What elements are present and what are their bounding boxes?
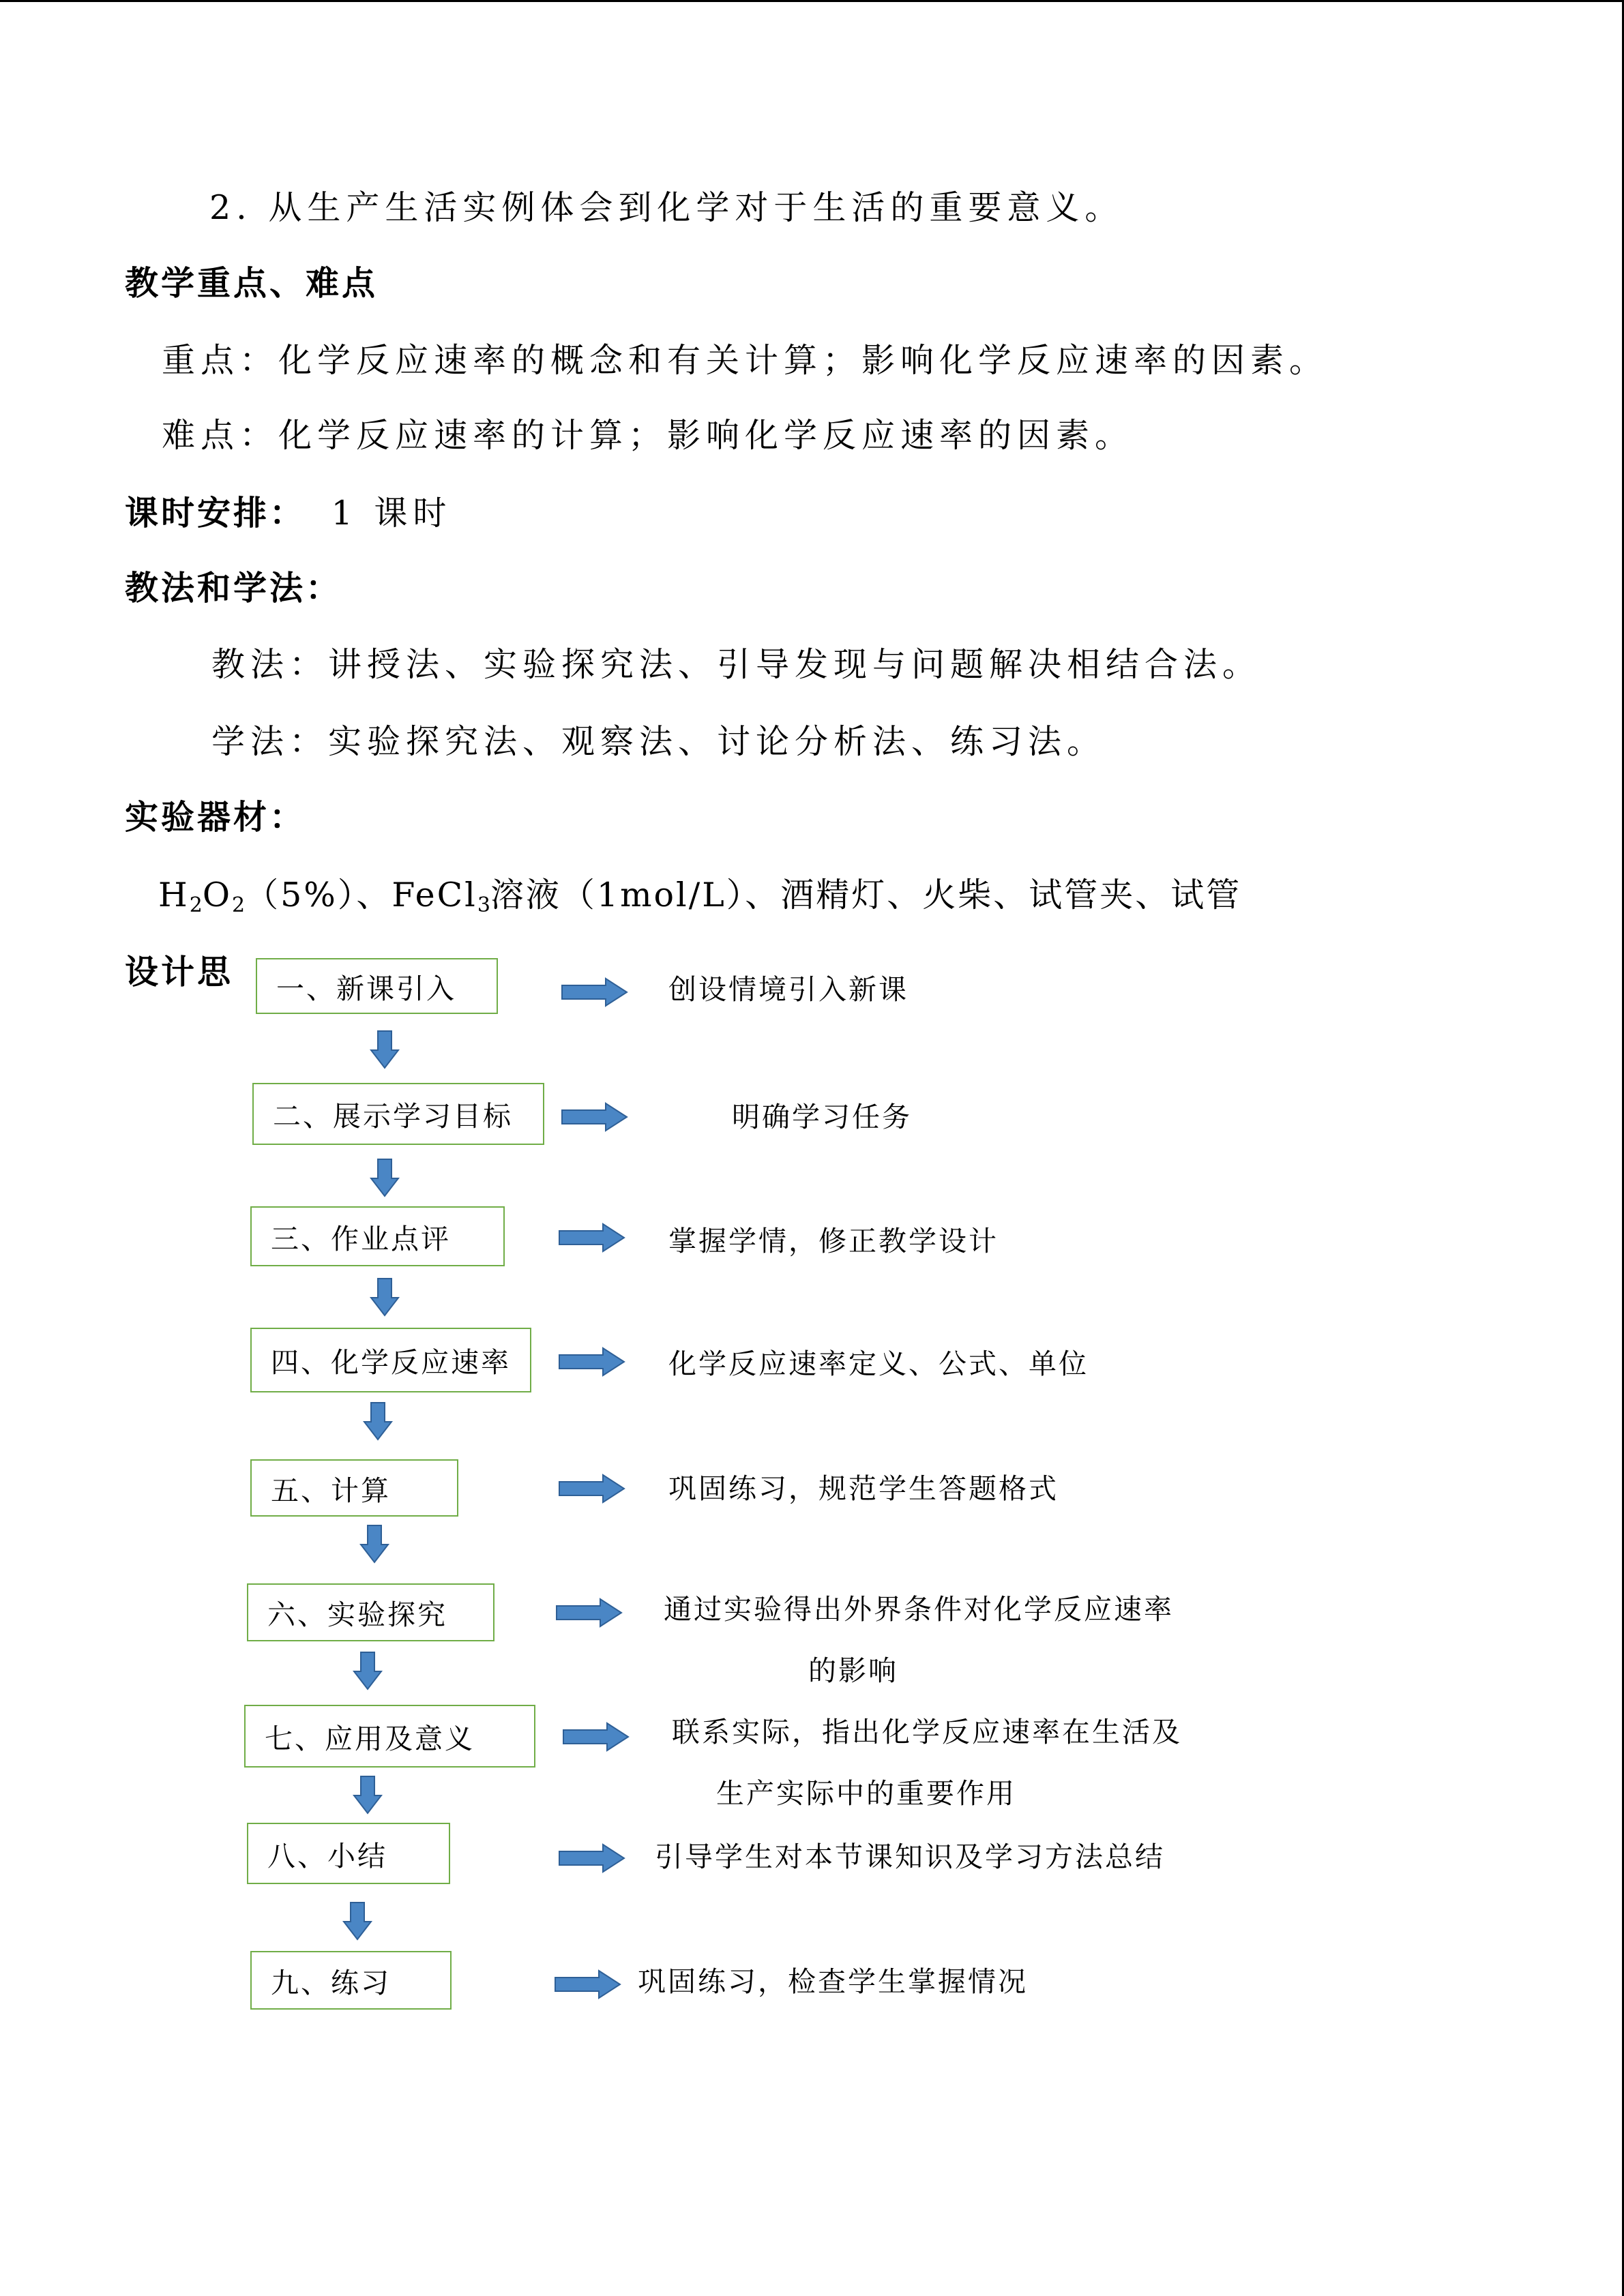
heading-design: 设计思 (125, 953, 234, 992)
materials-part2: 溶液（1mol/L）、酒精灯、火柴、试管夹、试管 (490, 876, 1242, 914)
flow-step-box (250, 1951, 452, 2010)
flow-step-description: 巩固练习，检查学生掌握情况 (638, 1965, 1028, 1998)
flow-step-box (244, 1705, 535, 1768)
materials-subscript: 2 (232, 893, 246, 917)
flow-step-label: 一、新课引入 (276, 972, 456, 1005)
right-arrow-icon (562, 1722, 630, 1752)
flow-step-description: 生产实际中的重要作用 (716, 1777, 1016, 1810)
flow-step-box (247, 1823, 450, 1884)
heading-key-difficult: 教学重点、难点 (125, 264, 379, 303)
materials-formula-o: O (202, 876, 232, 914)
flow-step-label: 五、计算 (271, 1474, 391, 1507)
schedule-value: 1 课时 (331, 494, 452, 533)
materials-subscript: 3 (477, 893, 490, 917)
materials-formula-h: H (158, 876, 190, 914)
flow-step-description: 巩固练习，规范学生答题格式 (668, 1472, 1059, 1505)
down-arrow-icon (353, 1651, 383, 1690)
difficult-point-text: 难点：化学反应速率的计算；影响化学反应速率的因素。 (162, 416, 1134, 455)
down-arrow-icon (370, 1158, 400, 1197)
flow-step-description: 创设情境引入新课 (668, 973, 909, 1006)
flow-step-description: 化学反应速率定义、公式、单位 (668, 1347, 1089, 1380)
flow-step-description: 掌握学情，修正教学设计 (668, 1225, 999, 1257)
right-arrow-icon (555, 1598, 623, 1628)
right-arrow-icon (558, 1347, 626, 1377)
flow-step-box (252, 1083, 544, 1145)
flow-step-description: 明确学习任务 (732, 1101, 912, 1133)
flow-step-label: 二、展示学习目标 (273, 1100, 513, 1133)
right-arrow-icon (561, 1102, 629, 1132)
right-arrow-icon (558, 1223, 626, 1253)
flow-step-description: 的影响 (808, 1654, 898, 1687)
right-arrow-icon (558, 1843, 626, 1873)
down-arrow-icon (342, 1901, 372, 1941)
key-point-text: 重点：化学反应速率的概念和有关计算；影响化学反应速率的因素。 (162, 341, 1329, 380)
flow-step-box (256, 958, 498, 1014)
flow-step-description: 引导学生对本节课知识及学习方法总结 (655, 1840, 1165, 1873)
flow-step-label: 七、应用及意义 (265, 1722, 475, 1755)
flow-step-label: 三、作业点评 (271, 1222, 451, 1255)
down-arrow-icon (370, 1030, 400, 1069)
flow-step-box (250, 1328, 531, 1392)
right-arrow-icon (561, 977, 629, 1007)
flow-step-description: 通过实验得出外界条件对化学反应速率 (664, 1593, 1174, 1626)
heading-methods: 教法和学法： (125, 569, 342, 608)
down-arrow-icon (363, 1401, 393, 1441)
flow-step-label: 九、练习 (271, 1966, 391, 1999)
flow-step-box (247, 1583, 494, 1641)
down-arrow-icon (353, 1775, 383, 1815)
materials-text (158, 875, 1241, 926)
flow-step-description: 联系实际，指出化学反应速率在生活及 (672, 1716, 1182, 1748)
heading-materials: 实验器材： (125, 798, 306, 837)
down-arrow-icon (370, 1277, 400, 1317)
right-arrow-icon (554, 1969, 622, 1999)
down-arrow-icon (359, 1524, 389, 1564)
flow-step-label: 四、化学反应速率 (271, 1346, 511, 1379)
schedule-line (125, 493, 452, 534)
right-arrow-icon (558, 1474, 626, 1504)
materials-subscript: 2 (189, 893, 203, 917)
flow-step-label: 六、实验探究 (267, 1598, 447, 1631)
flow-step-box (250, 1206, 505, 1266)
learning-method-text: 学法：实验探究法、观察法、讨论分析法、练习法。 (211, 722, 1106, 761)
heading-schedule: 课时安排： (125, 494, 306, 533)
goal-2-text: 2. 从生产生活实例体会到化学对于生活的重要意义。 (209, 188, 1124, 227)
flow-step-label: 八、小结 (267, 1839, 387, 1873)
materials-part1: （5%）、FeCl (245, 876, 477, 914)
flow-step-box (250, 1459, 458, 1517)
teaching-method-text: 教法：讲授法、实验探究法、引导发现与问题解决相结合法。 (211, 645, 1262, 684)
